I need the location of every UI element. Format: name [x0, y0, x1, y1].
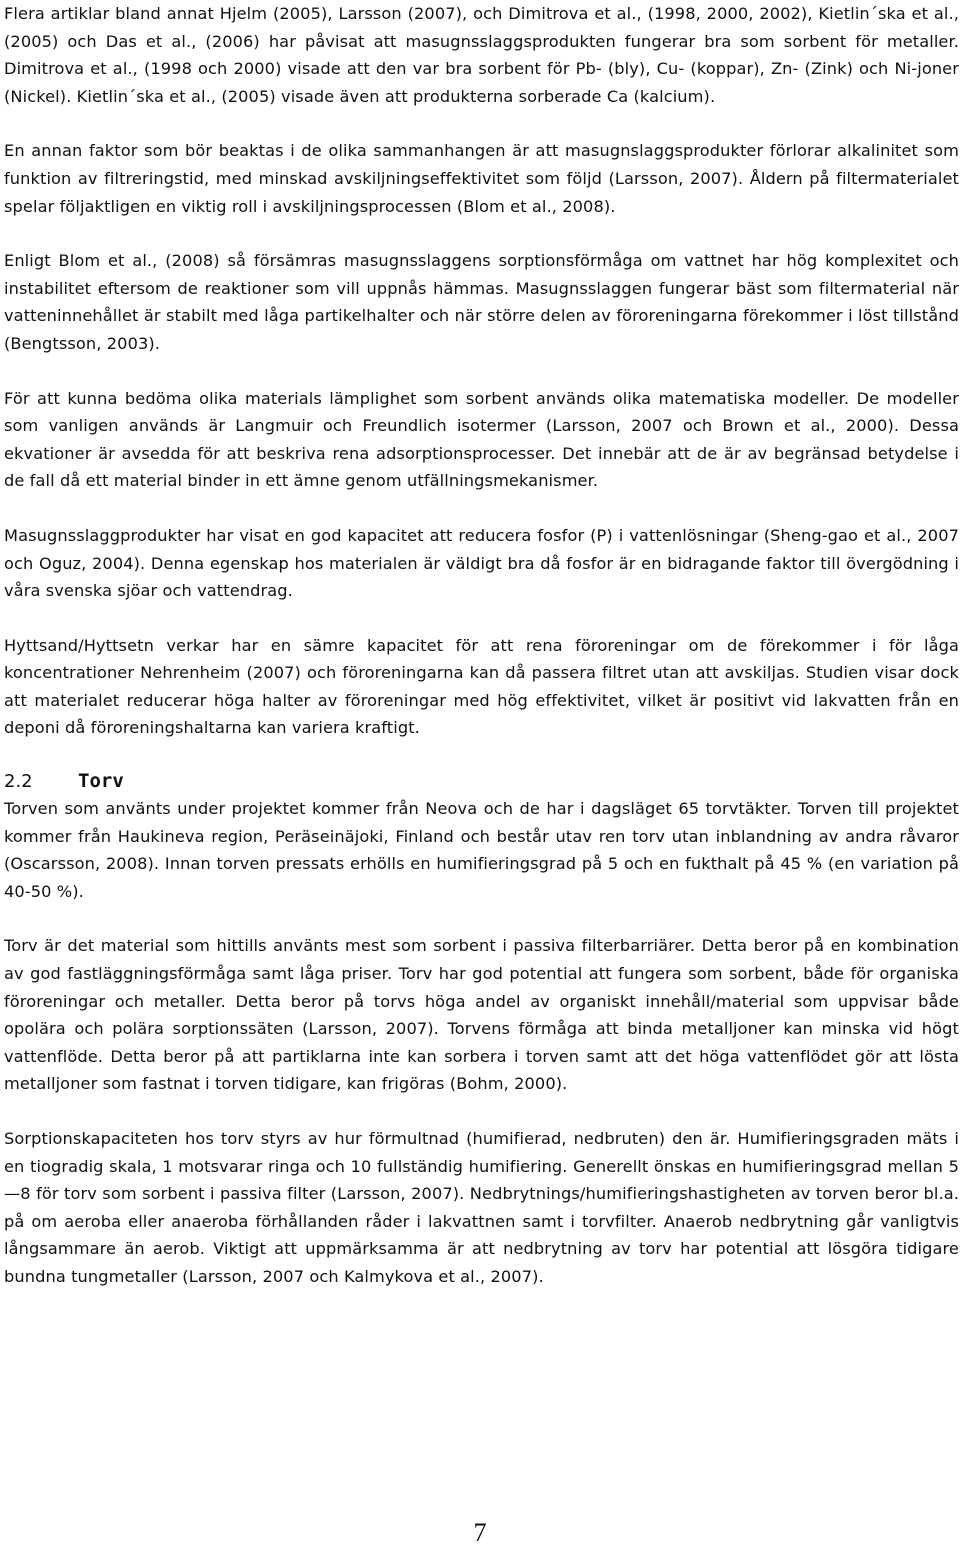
paragraph-torv-sorbent: Torv är det material som hittills använts mest som sorbent i passiva filterbarriärer. Detta beror på en kombination av god fastläggningsförmåga samt låga priser. Torv har god potential att fungera som sorbent, både för organiska föroreningar och metaller. Detta beror på torvs höga andel av organiskt innehåll/material som uppvisar både opolära och polära sorptionssäten (Larsson, 2007). Torvens förmåga att binda metalljoner kan minska vid högt vattenflöde. Detta beror på att partiklarna inte kan sorbera i torven samt att det höga vattenflödet gör att lösta metalljoner som fastnat i torven tidigare, kan frigöras (Bohm, 2000). [4, 936, 959, 1094]
section-number: 2.2 [4, 771, 33, 793]
paragraph-sorptionskapacitet: Sorptionskapaciteten hos torv styrs av hur förmultnad (humifierad, nedbruten) den är. Humifieringsgraden mäts i en tiogradig skala, 1 motsvarar ringa och 10 fullständig humifiering. Generellt önskas en humifieringsgrad mellan 5—8 för torv som sorbent i passiva filter (Larsson, 2007). Nedbrytnings/humifieringshastigheten av torven beror bl.a. på om aeroba eller anaeroba förhållanden råder i lakvattnen samt i torvfilter. Anaerob nedbrytning går vanligtvis långsammare än aerob. Viktigt att uppmärksamma är att nedbrytning av torv har potential att lösgöra tidigare bundna tungmetaller (Larsson, 2007 och Kalmykova et al., 2007). [4, 1129, 959, 1286]
document-page [4, 0, 959, 1291]
page-number: 7 [473, 1518, 487, 1547]
section-heading-torv [4, 768, 959, 795]
section-title: Torv [78, 770, 124, 793]
paragraph-matematiska-modeller: För att kunna bedöma olika materials lämplighet som sorbent används olika matematiska modeller. De modeller som vanligen används är Langmuir och Freundlich isotermer (Larsson, 2007 och Brown et al., 2000). Dessa ekvationer är avsedda för att beskriva rena adsorptionsprocesser. Det innebär att de är av begränsad betydelse i de fall då ett material binder in ett ämne genom utfällningsmekanismer. [4, 388, 959, 491]
paragraph-sorptionsformaga: Enligt Blom et al., (2008) så försämras masugnsslaggens sorptionsförmåga om vattnet har hög komplexitet och instabilitet eftersom de reaktioner som vill uppnås hämmas. Masugnsslaggen fungerar bäst som filtermaterial när vatteninnehållet är stabilt med låga partikelhalter och när större delen av föroreningarna förekommer i löst tillstånd (Bengtsson, 2003). [4, 251, 959, 353]
paragraph-fosfor: Masugnsslaggprodukter har visat en god kapacitet att reducera fosfor (P) i vattenlösningar (Sheng-gao et al., 2007 och Oguz, 2004). Denna egenskap hos materialen är väldigt bra då fosfor är en bidragande faktor till övergödning i våra svenska sjöar och vattendrag. [4, 525, 959, 601]
paragraph-alkalinitet: En annan faktor som bör beaktas i de olika sammanhangen är att masugnslaggsprodukter förlorar alkalinitet som funktion av filtreringstid, med minskad avskiljningseffektivitet som följd (Larsson, 2007). Åldern på filtermaterialet spelar följaktligen en viktig roll i avskiljningsprocessen (Blom et al., 2008). [4, 141, 959, 216]
paragraph-torv-ursprung: Torven som använts under projektet kommer från Neova och de har i dagsläget 65 torvtäkter. Torven till projektet kommer från Haukineva region, Peräseinäjoki, Finland och består utav ren torv utan inblandning av andra råvaror (Oscarsson, 2008). Innan torven pressats erhölls en humifieringsgrad på 5 och en fukthalt på 45 % (en variation på 40-50 %). [4, 799, 959, 901]
paragraph-hyttsand: Hyttsand/Hyttsetn verkar har en sämre kapacitet för att rena föroreningar om de förekommer i för låga koncentrationer Nehrenheim (2007) och föroreningarna kan då passera filtret utan att avskiljas. Studien visar dock att materialet reducerar höga halter av föroreningar med hög effektivitet, vilket är positivt vid lakvatten från en deponi då föroreningshaltarna kan variera kraftigt. [4, 635, 959, 738]
paragraph-masugnsslagg-metaller: Flera artiklar bland annat Hjelm (2005), Larsson (2007), och Dimitrova et al., (1998, 2000, 2002), Kietlin´ska et al., (2005) och Das et al., (2006) har påvisat att masugnsslaggsprodukten fungerar bra som sorbent för metaller. Dimitrova et al., (1998 och 2000) visade att den var bra sorbent för Pb- (bly), Cu- (koppar), Zn- (Zink) och Ni-joner (Nickel). Kietlin´ska et al., (2005) visade även att produkterna sorberade Ca (kalcium). [4, 4, 959, 106]
